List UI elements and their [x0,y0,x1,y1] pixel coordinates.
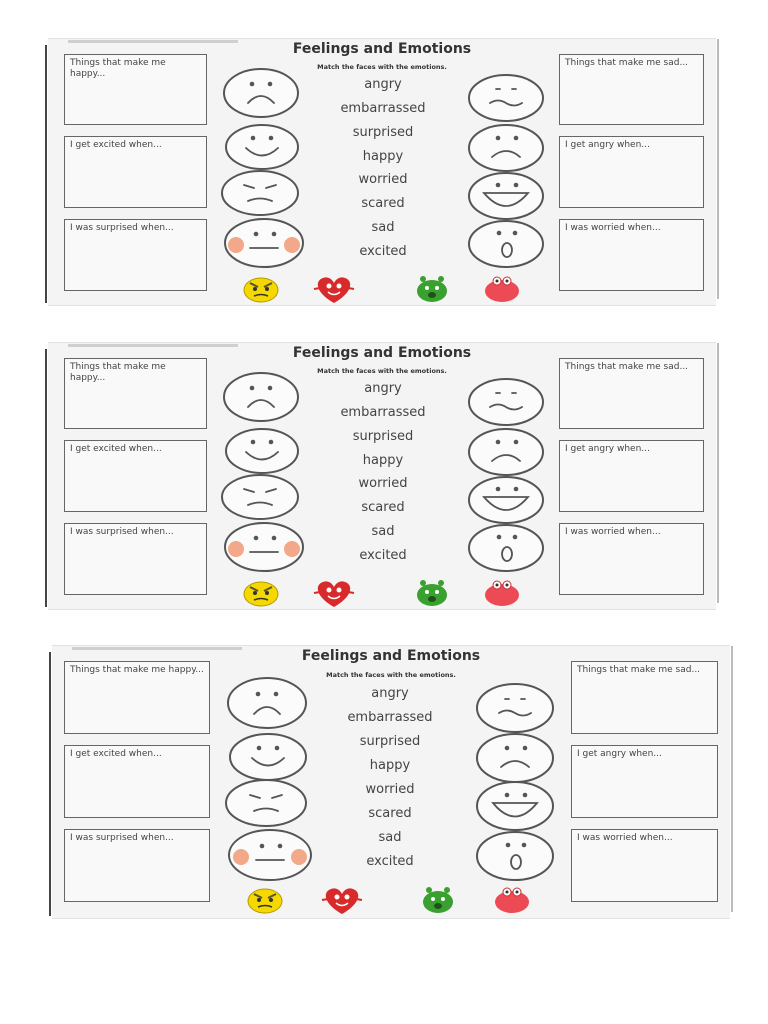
box-worried[interactable]: I was worried when... [571,829,718,902]
red-blob-icon [482,579,522,607]
face-scared-icon [474,682,556,734]
emotion-surprised: surprised [352,125,414,140]
angry-emoji-icon [242,275,280,303]
emotion-angry: angry [364,77,402,92]
red-blob-icon [492,886,532,914]
face-embarrassed-icon [222,217,306,269]
face-happy-icon [228,732,308,782]
emotion-surprised: surprised [359,734,421,749]
emotion-happy: happy [362,453,404,468]
worksheet-subtitle: Match the faces with the emotions. [317,367,447,375]
face-happy-icon [224,427,300,475]
emotion-happy: happy [369,758,411,773]
worksheet-title: Feelings and Emotions [301,648,481,664]
emotion-scared: scared [368,806,412,821]
emotion-excited: excited [359,548,407,563]
face-scared-icon [466,377,546,427]
face-sad-icon [466,427,546,477]
emotion-angry: angry [364,381,402,396]
green-monster-icon [414,275,450,303]
emotion-sad: sad [371,524,395,539]
face-scared-icon [466,73,546,123]
emotion-sad: sad [378,830,402,845]
face-surprised-icon [474,830,556,882]
box-worried[interactable]: I was worried when... [559,523,704,595]
worksheet-copy-3 [52,645,730,919]
emotion-scared: scared [361,196,405,211]
angry-emoji-icon [242,579,280,607]
face-excited-icon [474,780,556,832]
emotion-angry: angry [371,686,409,701]
angry-emoji-icon [246,886,284,914]
emotion-surprised: surprised [352,429,414,444]
face-sad-icon [474,732,556,784]
box-happy[interactable]: Things that make me happy... [64,661,210,734]
emotion-worried: worried [358,172,408,187]
box-angry[interactable]: I get angry when... [571,745,718,818]
face-worried-icon [222,67,300,119]
green-monster-icon [414,579,450,607]
worksheet-title: Feelings and Emotions [292,345,472,361]
worksheet-subtitle: Match the faces with the emotions. [326,671,456,679]
box-angry[interactable]: I get angry when... [559,440,704,512]
emotion-embarrassed: embarrassed [340,101,426,116]
face-embarrassed-icon [222,521,306,573]
face-sad-icon [466,123,546,173]
worksheet-subtitle: Match the faces with the emotions. [317,63,447,71]
box-excited[interactable]: I get excited when... [64,440,207,512]
box-sad[interactable]: Things that make me sad... [559,54,704,125]
box-surprised[interactable]: I was surprised when... [64,829,210,902]
face-worried-icon [226,676,308,730]
emotion-excited: excited [359,244,407,259]
face-surprised-icon [466,219,546,269]
face-embarrassed-icon [226,828,314,882]
box-surprised[interactable]: I was surprised when... [64,219,207,291]
face-excited-icon [466,475,546,525]
box-worried[interactable]: I was worried when... [559,219,704,291]
face-happy-icon [224,123,300,171]
emotion-sad: sad [371,220,395,235]
face-angry-icon [220,473,300,521]
box-excited[interactable]: I get excited when... [64,745,210,818]
box-sad[interactable]: Things that make me sad... [571,661,718,734]
box-surprised[interactable]: I was surprised when... [64,523,207,595]
emotion-scared: scared [361,500,405,515]
red-blob-icon [482,275,522,303]
green-monster-icon [420,886,456,914]
worksheet-copy-2 [48,342,716,610]
emotion-embarrassed: embarrassed [340,405,426,420]
heart-emoji-icon [312,579,356,609]
face-excited-icon [466,171,546,221]
face-worried-icon [222,371,300,423]
emotion-worried: worried [365,782,415,797]
emotion-embarrassed: embarrassed [347,710,433,725]
heart-emoji-icon [312,275,356,305]
box-happy[interactable]: Things that make me happy... [64,358,207,429]
emotion-worried: worried [358,476,408,491]
face-angry-icon [220,169,300,217]
worksheet-copy-1 [48,38,716,306]
box-happy[interactable]: Things that make me happy... [64,54,207,125]
emotion-happy: happy [362,149,404,164]
emotion-excited: excited [366,854,414,869]
face-angry-icon [224,778,308,828]
box-excited[interactable]: I get excited when... [64,136,207,208]
worksheet-title: Feelings and Emotions [292,41,472,57]
heart-emoji-icon [320,886,364,916]
box-sad[interactable]: Things that make me sad... [559,358,704,429]
face-surprised-icon [466,523,546,573]
box-angry[interactable]: I get angry when... [559,136,704,208]
